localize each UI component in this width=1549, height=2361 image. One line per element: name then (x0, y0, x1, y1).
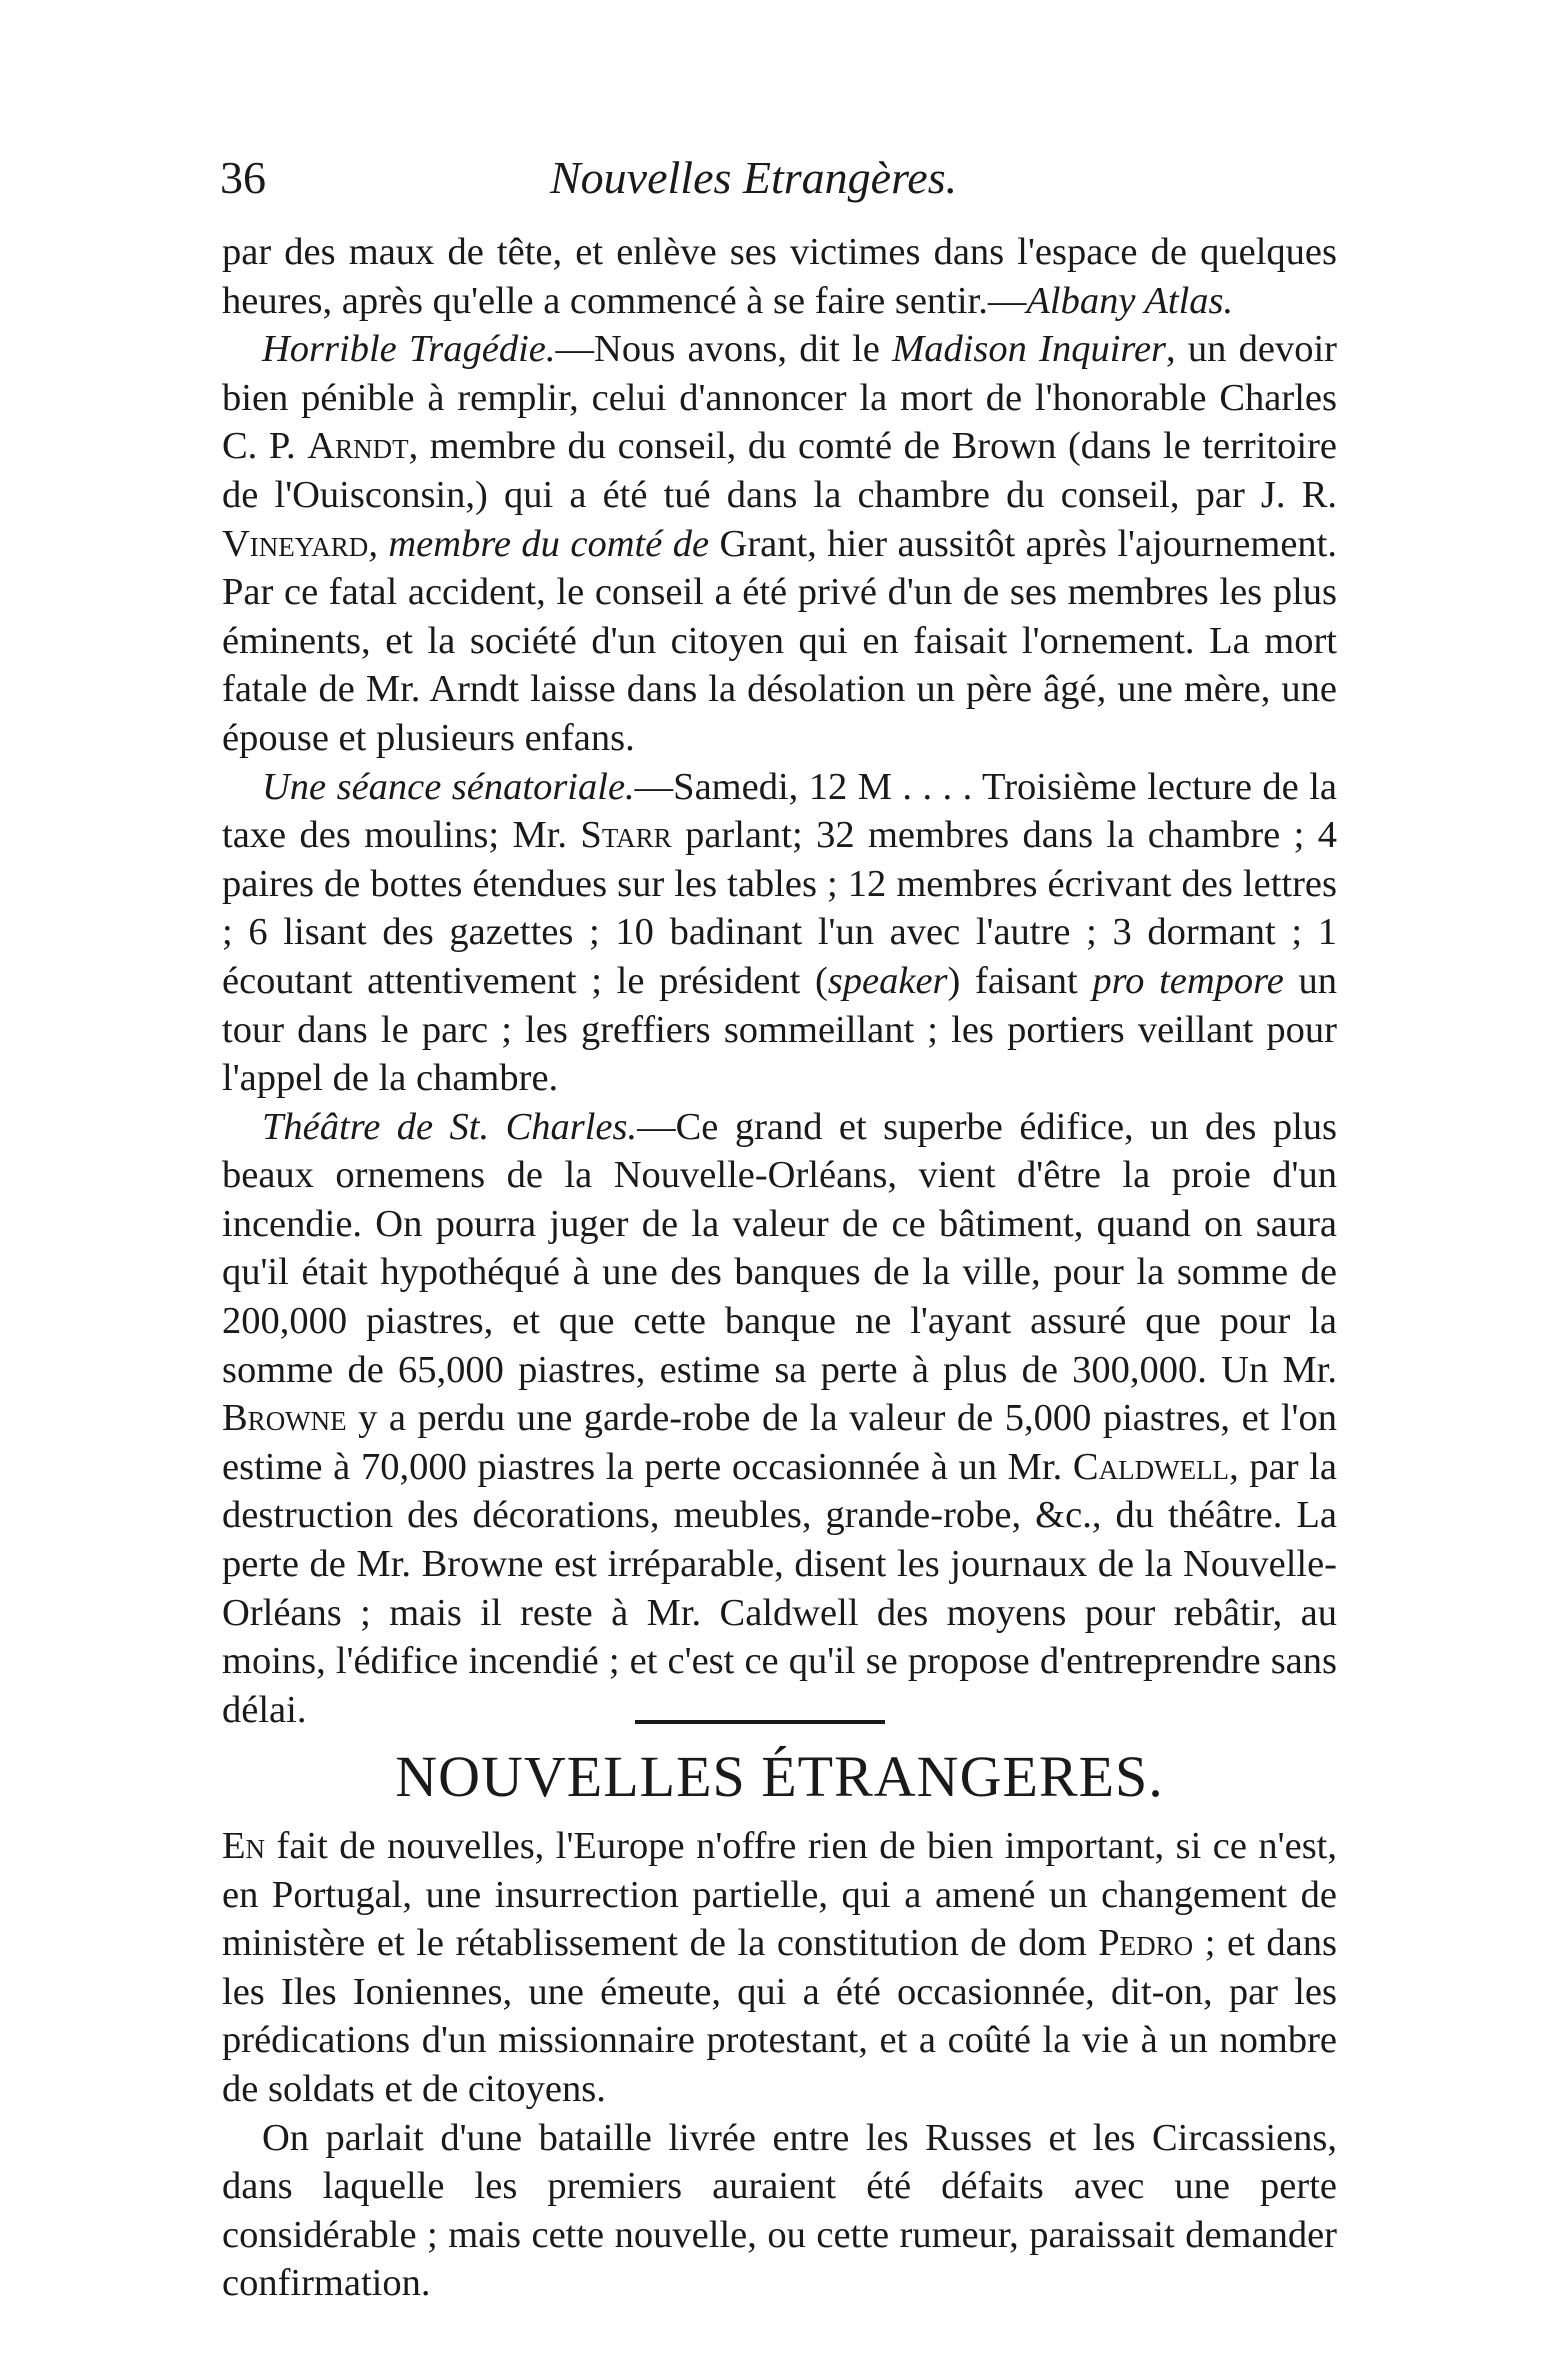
paragraph-horrible-tragedie: Horrible Tragédie.—Nous avons, dit le Madison Inquirer, un devoir bien pénible à remplir, celui d'annoncer la mort de l'honorable Charles C. P. Arndt, membre du conseil, du comté de Brown (dans le territoire de l'Ouisconsin,) qui a été tué dans la chambre du conseil, par J. R. Vineyard, membre du comté de Grant, hier aussitôt après l'ajournement. Par ce fatal accident, le conseil a été privé d'un de ses membres les plus éminents, et la société d'un citoyen qui en faisait l'ornement. La mort fatale de Mr. Arndt laisse dans la désolation un père âgé, une mère, une épouse et plusieurs enfans. (222, 328, 1337, 759)
item-title: Horrible Tragédie. (262, 328, 556, 371)
column-section-2 (222, 1822, 1337, 2308)
item-title: Une séance sénatoriale. (262, 765, 635, 808)
item-title: Théâtre de St. Charles. (262, 1105, 638, 1148)
source-citation: Albany Atlas. (1026, 279, 1234, 322)
paragraph-europe-news: En fait de nouvelles, l'Europe n'offre rien de bien important, si ce n'est, en Portugal, une insurrection partielle, qui a amené un changement de ministère et le rétablissement de la constitution de dom Pedro ; et dans les Iles Ioniennes, une émeute, qui a été occasionnée, dit-on, par les prédications d'un missionnaire protestant, et a coûté la vie à un nombre de soldats et de citoyens. (222, 1825, 1337, 2110)
paragraph-circassian-battle: On parlait d'une bataille livrée entre les Russes et les Circassiens, dans laquelle les premiers auraient été défaits avec une perte considérable ; mais cette nouvelle, ou cette rumeur, paraissait demander confirmation. (222, 2116, 1337, 2305)
column-section-1 (222, 228, 1337, 1734)
section-heading: NOUVELLES ÉTRANGERES. (395, 1744, 1164, 1809)
paragraph-seance-senatoriale: Une séance sénatoriale.—Samedi, 12 M . . . . Troisième lecture de la taxe des moulins; Mr. Starr parlant; 32 membres dans la chambre ; 4 paires de bottes étendues sur les tables ; 12 membres écrivant des lettres ; 6 lisant des gazettes ; 10 badinant l'un avec l'autre ; 3 dormant ; 1 écoutant attentivement ; le président (speaker) faisant pro tempore un tour dans le parc ; les greffiers sommeillant ; les portiers veillant pour l'appel de la chambre. (222, 765, 1337, 1100)
paragraph-cholera-end: par des maux de tête, et enlève ses victimes dans l'espace de quelques heures, après qu'elle a commencé à se faire sentir.—Albany Atlas. (222, 231, 1337, 322)
initial-word: En (222, 1825, 266, 1867)
page-number: 36 (220, 152, 266, 203)
section-divider-rule (635, 1720, 885, 1724)
running-title: Nouvelles Etrangères. (550, 152, 958, 203)
paragraph-theatre-st-charles: Théâtre de St. Charles.—Ce grand et superbe édifice, un des plus beaux ornemens de la Nouvelle-Orléans, vient d'être la proie d'un incendie. On pourra juger de la valeur de ce bâtiment, quand on saura qu'il était hypothéqué à une des banques de la ville, pour la somme de 200,000 piastres, et que cette banque ne l'ayant assuré que pour la somme de 65,000 piastres, estime sa perte à plus de 300,000. Un Mr. Browne y a perdu une garde-robe de la valeur de 5,000 piastres, et l'on estime à 70,000 piastres la perte occasionnée à un Mr. Caldwell, par la destruction des décorations, meubles, grande-robe, &c., du théâtre. La perte de Mr. Browne est irréparable, disent les journaux de la Nouvelle-Orléans ; mais il reste à Mr. Caldwell des moyens pour rebâtir, au moins, l'édifice incendié ; et c'est ce qu'il se propose d'entreprendre sans délai. (222, 1105, 1338, 1731)
